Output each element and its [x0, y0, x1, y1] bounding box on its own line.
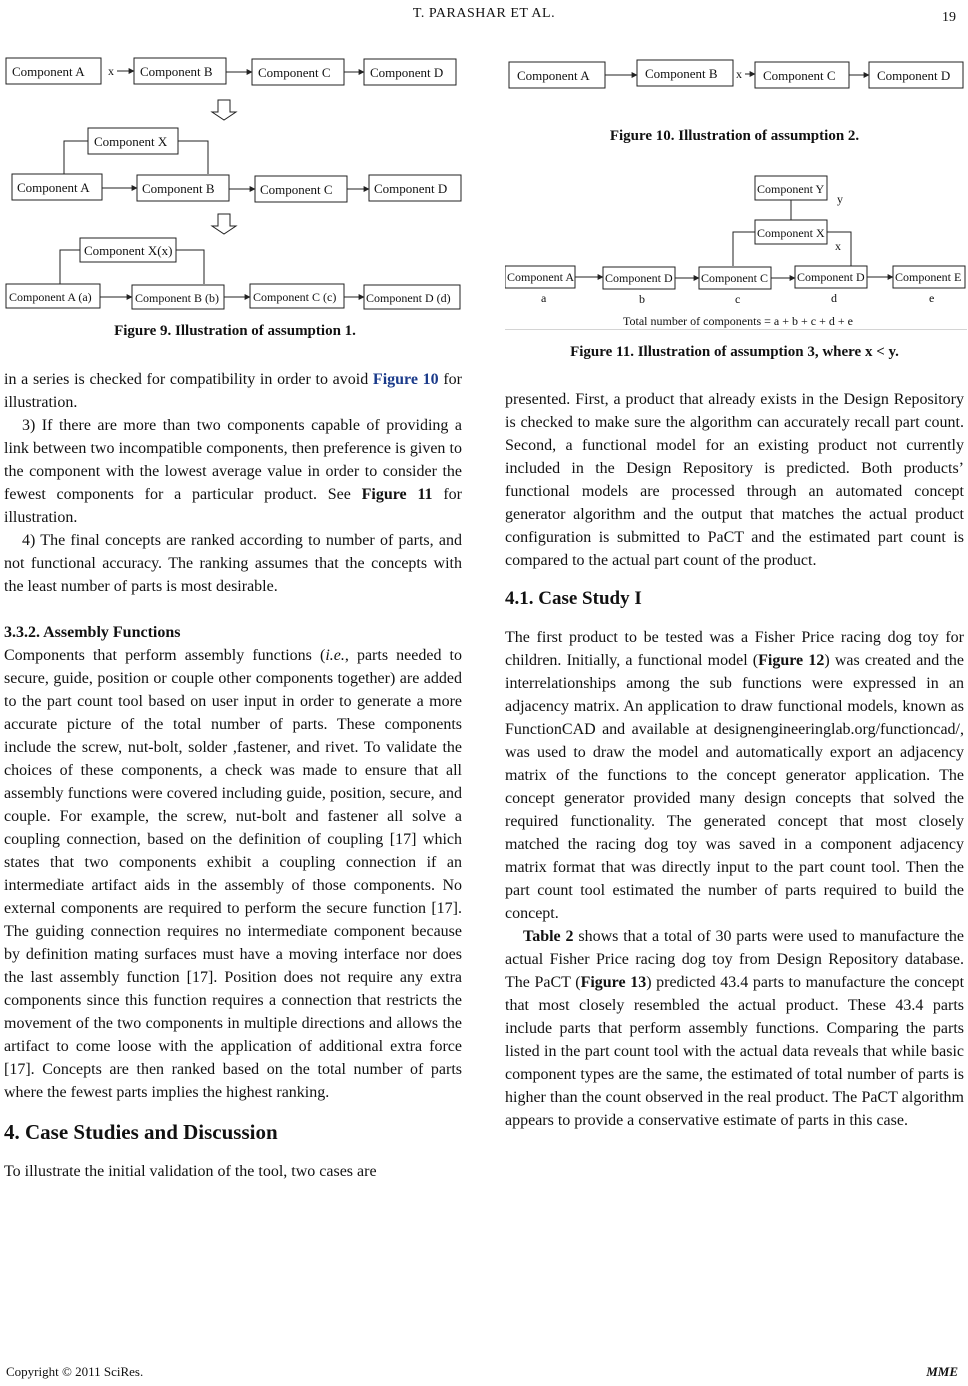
fig9-row2-a: Component A [17, 180, 90, 195]
fig9-row1-a: Component A [12, 64, 85, 79]
fig11-label-e: e [929, 291, 935, 305]
text-run: ) was created and the interrelationships among the sub functions were expressed in an adjacency matrix. An application to draw functional models, known as FunctionCAD and available at designengineeringlab.org/functioncad/, was used to draw the model and automatically export an adjacency matrix of the functions to the concept generator application. The concept generator provided many design concepts that solved the required functionality. The generated concept that most closely matched the racing dog toy was saved in a component adjacency matrix format that was directly input to the part count tool. Then the part count tool estimated the number of parts required to build the concept. [505, 652, 965, 922]
figure-10-caption: Figure 10. Illustration of assumption 2. [609, 128, 860, 144]
paragraph: 4) The final concepts are ranked according to number of parts, and not functional accuracy. The ranking assumes that the concepts with the least number of parts is most desirable. [4, 532, 462, 595]
spacer [4, 1104, 462, 1118]
fig11-label-a: a [541, 291, 547, 305]
figure-10-link[interactable]: Figure 10 [372, 371, 439, 388]
paragraph [4, 644, 462, 1104]
text-run: in a series is checked for compatibility in order to avoid [4, 371, 373, 388]
fig9-row1-d: Component D [370, 65, 444, 80]
spacer [4, 598, 462, 621]
fig11-label-b: b [639, 292, 645, 306]
table-2-link[interactable]: Table 2 [523, 928, 574, 945]
paragraph [505, 626, 964, 925]
text-run: 3) If there are more than two components capable of providing a link between two incompatible components, then preference is given to the component with the lowest average value in order to consider the fewest components for a particular product. See [4, 417, 462, 503]
fig9-row2-b: Component B [142, 181, 215, 196]
fig11-top-y: Component Y [757, 182, 825, 196]
text-run: for illustration. [4, 371, 463, 411]
fig11-row-c: Component C [701, 271, 769, 285]
left-column [4, 368, 462, 1183]
fig9-row1-b: Component B [140, 64, 213, 79]
figure-11-caption: Figure 11. Illustration of assumption 3, where x < y. [570, 344, 899, 360]
fig11-row-d: Component D [797, 270, 865, 284]
fig10-x: x [736, 67, 742, 81]
paragraph [4, 368, 462, 414]
paragraph: To illustrate the initial validation of the tool, two cases are [4, 1163, 377, 1180]
fig9-row3-b: Component B (b) [135, 291, 219, 305]
fig9-row3-d: Component D (d) [366, 291, 451, 305]
running-head-authors: T. PARASHAR ET AL. [412, 6, 556, 21]
fig9-row2-d: Component D [374, 181, 448, 196]
fig11-y-label: y [837, 192, 843, 206]
fig11-row-e: Component E [895, 270, 962, 284]
text-run: i.e. [325, 647, 345, 664]
paragraph [505, 925, 964, 1132]
figure-11-link[interactable]: Figure 11 [361, 486, 433, 503]
fig9-row3-c: Component C (c) [253, 290, 337, 304]
figure-9-diagram [4, 54, 466, 316]
fig11-x-label: x [835, 239, 841, 253]
fig11-label-c: c [735, 292, 741, 306]
fig10-a: Component A [517, 68, 590, 83]
spacer [4, 1146, 462, 1160]
figure-11-diagram [505, 170, 967, 330]
figure-12-link[interactable]: Figure 12 [758, 652, 825, 669]
fig11-label-d: d [831, 291, 837, 305]
fig9-row2-top: Component X [94, 134, 168, 149]
text-run: ) predicted 43.4 parts to manufacture the concept that most closely resembled the actual product. These 43.4 parts include parts that perform assembly functions. Comparing the parts listed in the part count tool with the actual data reveals that while basic component types are the same, the estimated of total number of parts is higher than the count observed in the real product. The PaCT algorithm appears to provide a conservative estimate of parts in this case. [505, 974, 965, 1129]
paragraph: presented. First, a product that already exists in the Design Repository is checked to make sure the algorithm can accurately recall part count. Second, a functional model for an existing product not currently included in the Design Repository is predicted. Both products’ functional models are processed through an automated concept generator algorithm and the output that matches the actual product configuration is submitted to PaCT and the estimated part count is compared to the actual part count of the product. [505, 391, 964, 569]
text-run: Components that perform assembly functions ( [4, 647, 326, 664]
spacer [505, 572, 964, 586]
text-run: for illustration. [4, 486, 463, 526]
fig9-row2-c: Component C [260, 182, 333, 197]
fig11-row-b: Component D [605, 271, 673, 285]
fig9-row3-a: Component A (a) [9, 290, 92, 304]
copyright-notice: Copyright © 2011 SciRes. [6, 1364, 144, 1379]
right-column [505, 388, 964, 1132]
page-header [0, 4, 968, 28]
section-heading-4-1: 4.1. Case Study I [505, 588, 642, 609]
spacer [505, 612, 964, 626]
text-run: , parts needed to secure, guide, position or couple other components together) are added to the part count tool based on user input in order to generate a more accurate picture of the total number of parts. These components include the screw, nut-bolt, solder ,fastener, and rivet. To validate the choices of these components, a check was made to ensure that all assembly functions were covered including guide, position, secure, and couple. For example, the screw, nut-bolt and fastener all solve a coupling connection, based on the definition of coupling [17] which states that two components exhibit a coupling connection if an intermediate artifact aids in the assembly of those components. No external components are required to perform the secure function [17]. The guiding connection requires no intermediate component because by definition mating surfaces must have a moving interface nor does the last assembly function [17]. Position does not require any extra components since this function requires a connection that restricts the movement of the two components in multiple directions and allows the artifact to come loose with the application of additional extra force [17]. Concepts are then ranked based on the total number of parts where the fewest parts implies the highest ranking. [4, 647, 462, 1101]
fig11-top-x: Component X [757, 226, 825, 240]
fig10-c: Component C [763, 68, 836, 83]
text-run: shows that a total of 30 parts were used to manufacture the actual Fisher Price racing dog toy from Design Repository database. The PaCT ( [505, 928, 964, 991]
text-run: The first product to be tested was a Fisher Price racing dog toy for children. Initially, a functional model ( [505, 629, 964, 669]
fig9-row3-top: Component X(x) [84, 243, 173, 258]
fig9-row1-x: x [108, 64, 114, 78]
section-heading-3-3-2: 3.3.2. Assembly Functions [4, 624, 181, 641]
section-heading-4: 4. Case Studies and Discussion [4, 1120, 278, 1144]
fig9-row1-c: Component C [258, 65, 331, 80]
journal-abbrev: MME [926, 1364, 958, 1379]
fig11-total-label: Total number of components = a + b + c + d + e [623, 314, 853, 328]
figure-9-caption: Figure 9. Illustration of assumption 1. [114, 323, 356, 339]
figure-13-link[interactable]: Figure 13 [580, 974, 647, 991]
figure-10-diagram [505, 54, 967, 96]
fig10-b: Component B [645, 66, 718, 81]
page-number: 19 [942, 10, 956, 25]
fig11-row-a: Component A [507, 270, 575, 284]
fig10-d: Component D [877, 68, 951, 83]
paragraph [4, 414, 462, 529]
